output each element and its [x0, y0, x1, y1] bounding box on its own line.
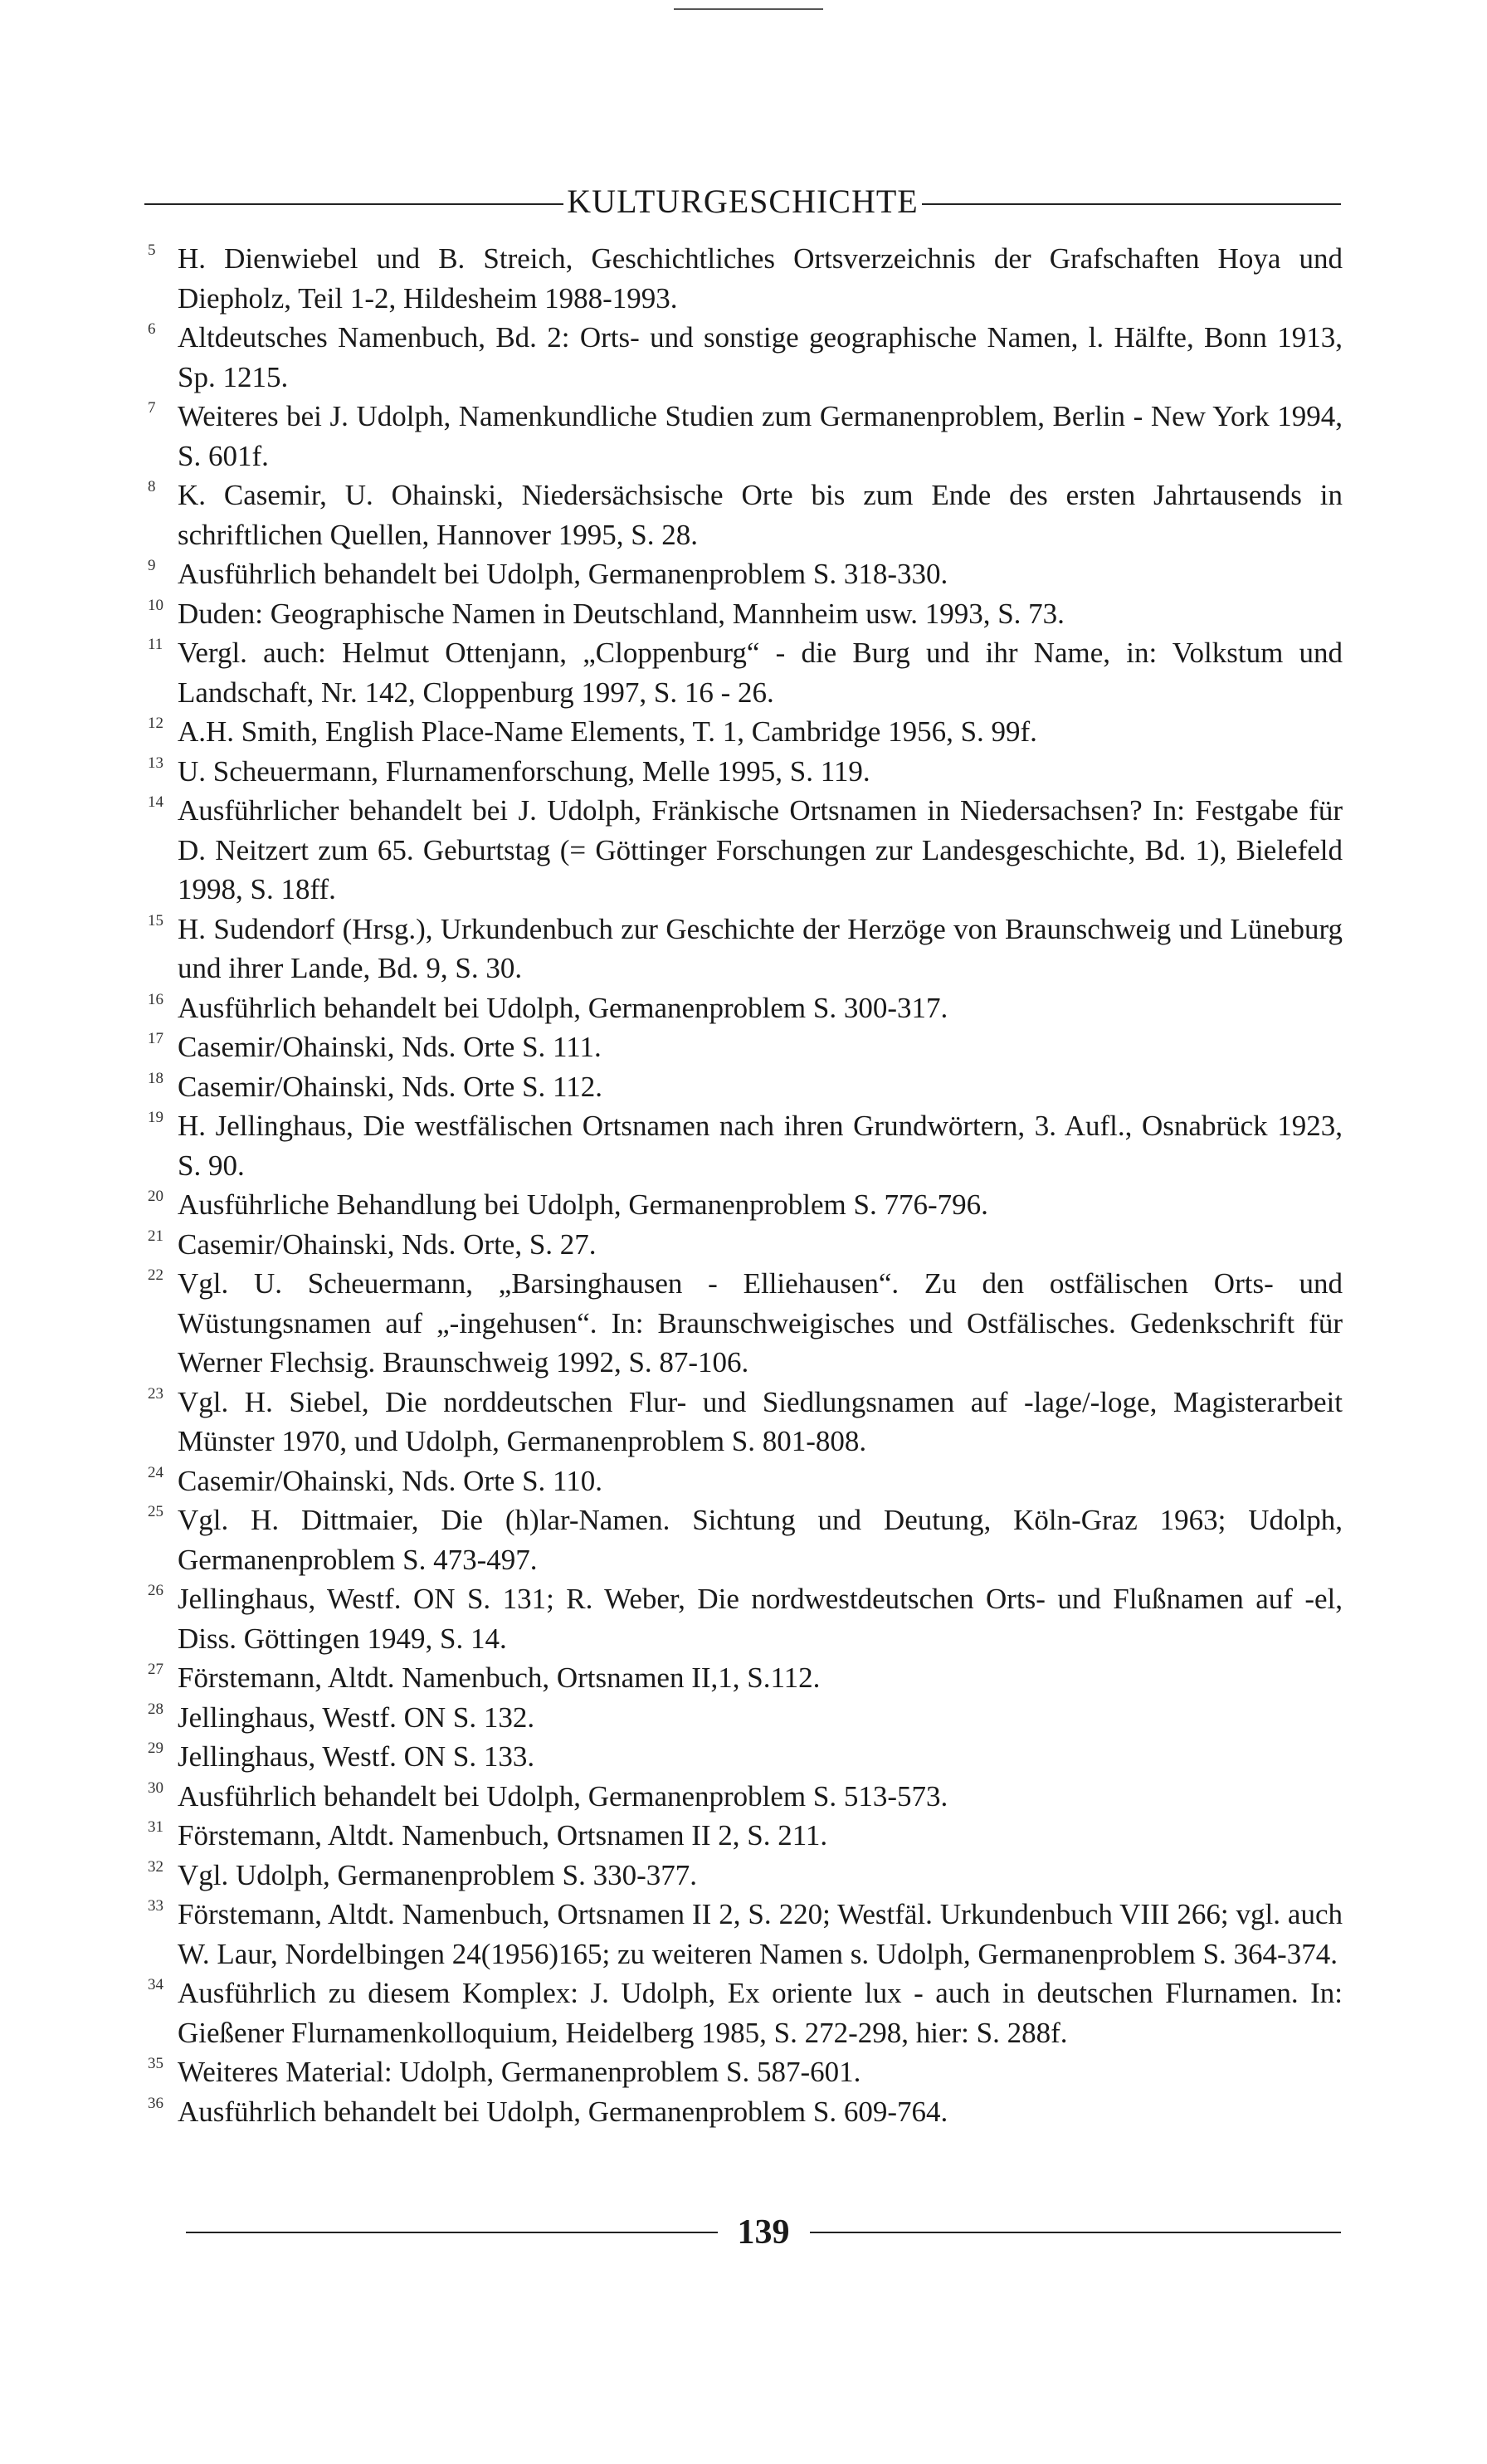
footnote-34 [148, 1974, 1343, 2052]
footnote-text: Duden: Geographische Namen in Deutschland, Mannheim usw. 1993, S. 73. [178, 597, 1065, 630]
footnote-text: Weiteres Material: Udolph, Germanenproblem S. 587-601. [178, 2056, 861, 2088]
footnote-11 [148, 633, 1343, 712]
footnote-text: H. Jellinghaus, Die westfälischen Ortsnamen nach ihren Grundwörtern, 3. Aufl., Osnabrück 1923, S. 90. [178, 1110, 1343, 1182]
footnote-text: K. Casemir, U. Ohainski, Niedersächsische Orte bis zum Ende des ersten Jahrtausends in schriftlichen Quellen, Hannover 1995, S. 28. [178, 479, 1343, 551]
footnote-text: Casemir/Ohainski, Nds. Orte S. 110. [178, 1464, 602, 1497]
footnote-text: A.H. Smith, English Place-Name Elements, T. 1, Cambridge 1956, S. 99f. [178, 715, 1037, 748]
footnote-number: 16 [148, 990, 163, 1008]
footnote-18 [148, 1067, 1343, 1107]
footnote-list [148, 239, 1343, 2131]
footnote-10 [148, 594, 1343, 634]
footnote-number: 9 [148, 557, 156, 574]
footnote-number: 5 [148, 242, 156, 259]
footnote-text: Vgl. Udolph, Germanenproblem S. 330-377. [178, 1858, 698, 1891]
footnote-number: 27 [148, 1661, 163, 1678]
footnote-number: 32 [148, 1857, 163, 1876]
footnote-number: 33 [148, 1897, 163, 1915]
footnote-31 [148, 1816, 1343, 1856]
footnote-12 [148, 712, 1343, 752]
footnote-number: 23 [148, 1384, 163, 1403]
footnote-text: Ausführlich behandelt bei Udolph, Germanenproblem S. 300-317. [178, 991, 948, 1024]
footnote-number: 24 [148, 1463, 163, 1481]
footnote-text: Ausführlich behandelt bei Udolph, Germanenproblem S. 318-330. [178, 558, 948, 590]
footnote-number: 34 [148, 1976, 163, 1993]
footnote-36 [148, 2092, 1343, 2132]
footnote-15 [148, 910, 1343, 988]
footnote-text: Förstemann, Altdt. Namenbuch, Ortsnamen II 2, S. 211. [178, 1819, 828, 1852]
footnote-text: Casemir/Ohainski, Nds. Orte S. 111. [178, 1031, 602, 1063]
footnote-text: Vergl. auch: Helmut Ottenjann, „Cloppenburg“ - die Burg und ihr Name, in: Volkstum und Landschaft, Nr. 142, Cloppenburg 1997, S. 16 - 26. [178, 637, 1343, 709]
footnote-text: Jellinghaus, Westf. ON S. 131; R. Weber, Die nordwestdeutschen Orts- und Flußnamen auf -el, Diss. Göttingen 1949, S. 14. [178, 1583, 1343, 1655]
footnote-text: U. Scheuermann, Flurnamenforschung, Melle 1995, S. 119. [178, 754, 870, 788]
footer-rule-right [810, 2232, 1342, 2233]
footnote-7 [148, 397, 1343, 476]
footnote-number: 17 [148, 1030, 163, 1047]
footnote-number: 18 [148, 1069, 163, 1087]
footnote-number: 10 [148, 596, 163, 614]
footnote-23 [148, 1383, 1343, 1461]
footnote-32 [148, 1856, 1343, 1896]
footnote-number: 25 [148, 1503, 163, 1520]
footnote-13 [148, 752, 1343, 792]
footnote-5 [148, 239, 1343, 318]
footnote-text: Casemir/Ohainski, Nds. Orte, S. 27. [178, 1227, 597, 1261]
footnote-19 [148, 1106, 1343, 1185]
footnote-number: 13 [148, 754, 163, 772]
footnote-number: 14 [148, 793, 163, 811]
footnote-16 [148, 988, 1343, 1028]
footnote-29 [148, 1737, 1343, 1777]
top-edge-mark [674, 8, 823, 10]
footnote-24 [148, 1461, 1343, 1501]
footnote-text: Jellinghaus, Westf. ON S. 132. [178, 1700, 535, 1734]
footnote-6 [148, 318, 1343, 397]
footnote-number: 19 [148, 1109, 163, 1126]
footnote-number: 12 [148, 715, 163, 732]
footnote-text: Ausführlich behandelt bei Udolph, Germanenproblem S. 609-764. [178, 2095, 948, 2128]
footnote-28 [148, 1698, 1343, 1738]
footnote-17 [148, 1027, 1343, 1067]
running-header-title: KULTURGESCHICHTE [567, 182, 919, 220]
footnote-text: Weiteres bei J. Udolph, Namenkundliche Studien zum Germanenproblem, Berlin - New York 1994, S. 601f. [178, 400, 1343, 472]
footnote-text: Ausführlich behandelt bei Udolph, Germanenproblem S. 513-573. [178, 1779, 948, 1813]
footnote-number: 26 [148, 1582, 163, 1599]
footnote-text: Altdeutsches Namenbuch, Bd. 2: Orts- und sonstige geographische Namen, l. Hälfte, Bonn 1913, Sp. 1215. [178, 321, 1343, 393]
footnote-text: Ausführlich zu diesem Komplex: J. Udolph, Ex oriente lux - auch in deutschen Flurnamen. In: Gießener Flurnamenkolloquium, Heidelberg 1985, S. 272-298, hier: S. 288f. [178, 1977, 1343, 2049]
header-rule-left [144, 203, 563, 205]
footnote-number: 22 [148, 1266, 163, 1284]
footnote-26 [148, 1579, 1343, 1658]
footnote-9 [148, 554, 1343, 594]
footnote-20 [148, 1185, 1343, 1225]
footnote-21 [148, 1225, 1343, 1265]
footnote-number: 15 [148, 911, 163, 929]
footnote-14 [148, 791, 1343, 910]
footnote-number: 8 [148, 478, 156, 495]
footnote-22 [148, 1264, 1343, 1383]
footnote-8 [148, 476, 1343, 554]
page-footer [186, 2208, 1341, 2257]
footnote-text: H. Dienwiebel und B. Streich, Geschichtliches Ortsverzeichnis der Grafschaften Hoya und Diepholz, Teil 1-2, Hildesheim 1988-1993. [178, 242, 1343, 315]
footnote-text: Casemir/Ohainski, Nds. Orte S. 112. [178, 1070, 602, 1103]
footnote-33 [148, 1895, 1343, 1974]
footnote-number: 11 [148, 636, 163, 653]
footnote-number: 31 [148, 1818, 163, 1836]
header-rule-right [922, 203, 1341, 205]
footnote-text: Vgl. H. Dittmaier, Die (h)lar-Namen. Sichtung und Deutung, Köln-Graz 1963; Udolph, Germanenproblem S. 473-497. [178, 1504, 1343, 1576]
footnote-35 [148, 2052, 1343, 2092]
footnote-text: Ausführlicher behandelt bei J. Udolph, Fränkische Ortsnamen in Niedersachsen? In: Festgabe für D. Neitzert zum 65. Geburtstag (= Göttinger Forschungen zur Landesgeschichte, Bd. 1), Bielefeld 1998, S. 18ff. [178, 794, 1343, 905]
footnote-number: 35 [148, 2055, 163, 2072]
footnote-text: Ausführliche Behandlung bei Udolph, Germanenproblem S. 776-796. [178, 1188, 988, 1221]
footnote-number: 20 [148, 1188, 163, 1205]
footnote-30 [148, 1777, 1343, 1817]
footnote-text: Förstemann, Altdt. Namenbuch, Ortsnamen II,1, S.112. [178, 1661, 821, 1694]
footnote-25 [148, 1500, 1343, 1579]
footnote-text: Förstemann, Altdt. Namenbuch, Ortsnamen II 2, S. 220; Westfäl. Urkundenbuch VIII 266; vgl. auch W. Laur, Nordelbingen 24(1956)165; zu weiteren Namen s. Udolph, Germanenproblem S. 364-374. [178, 1898, 1343, 1970]
footnote-number: 29 [148, 1739, 163, 1757]
running-header [144, 176, 1341, 226]
page-number: 139 [737, 2213, 790, 2252]
footer-rule-left [186, 2232, 718, 2233]
footnote-text: Vgl. H. Siebel, Die norddeutschen Flur- und Siedlungsnamen auf -lage/-loge, Magisterarbeit Münster 1970, und Udolph, Germanenproblem S. 801-808. [178, 1385, 1343, 1457]
footnote-text: Jellinghaus, Westf. ON S. 133. [178, 1740, 535, 1773]
footnote-number: 30 [148, 1778, 163, 1797]
footnote-text: Vgl. U. Scheuermann, „Barsinghausen - Elliehausen“. Zu den ostfälischen Orts- und Wüstungsnamen auf „-ingehusen“. In: Braunschweigisches und Ostfälisches. Gedenkschrift für Werner Flechsig. Braunschweig 1992, S. 87-106. [178, 1267, 1343, 1378]
footnote-number: 36 [148, 2094, 163, 2112]
footnote-number: 7 [148, 399, 156, 417]
footnote-27 [148, 1658, 1343, 1698]
footnote-number: 6 [148, 320, 156, 338]
footnote-number: 21 [148, 1227, 163, 1245]
footnote-text: H. Sudendorf (Hrsg.), Urkundenbuch zur Geschichte der Herzöge von Braunschweig und Lüneburg und ihrer Lande, Bd. 9, S. 30. [178, 912, 1343, 984]
footnote-number: 28 [148, 1700, 163, 1718]
